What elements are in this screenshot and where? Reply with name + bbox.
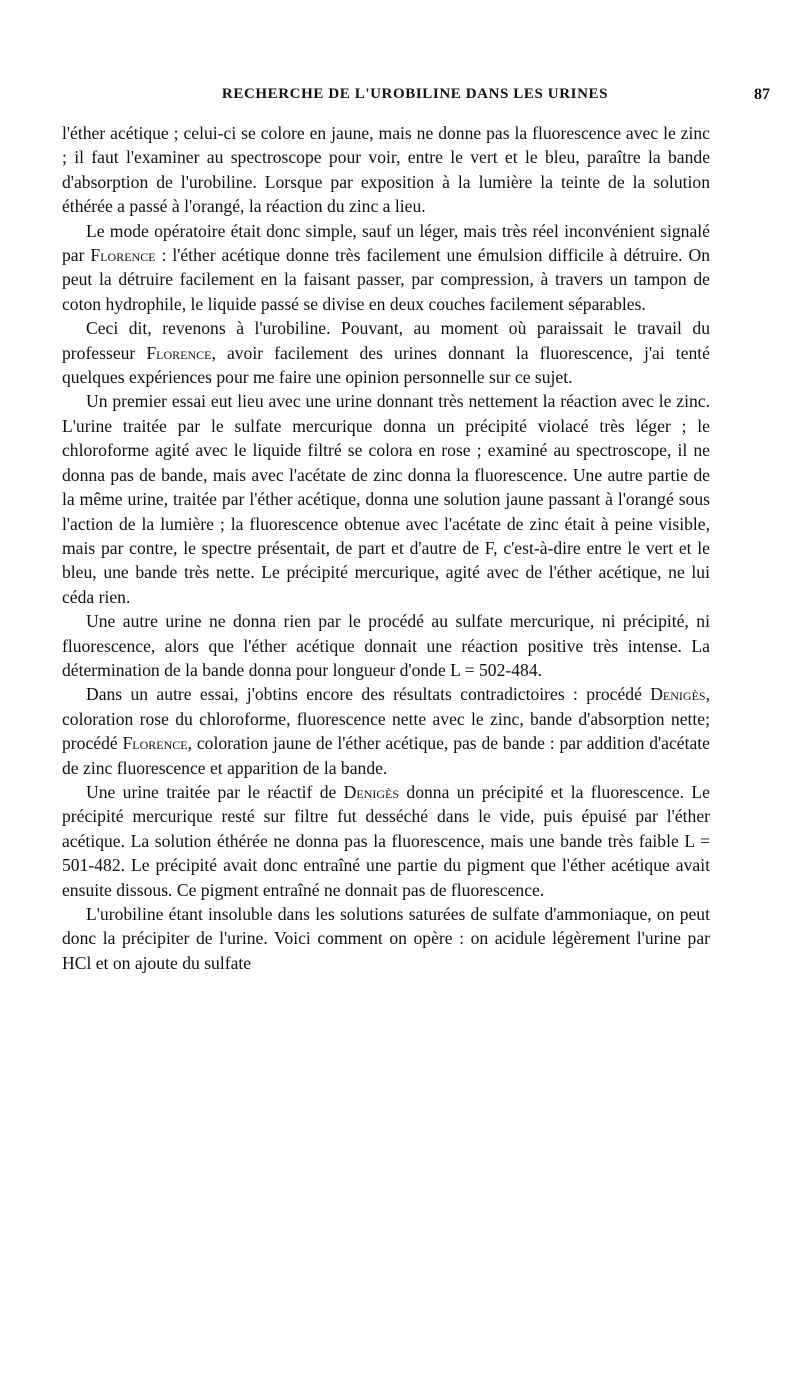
text-segment: Un premier essai eut lieu avec une urine donnant très nettement la réaction avec le zinc. L'urine traitée par le sulfate mercurique donna un précipité violacé très léger ; le chloroforme agité avec le liquide filtré se colora en rose ; examiné au spectroscope, il ne donna pas de bande, mais avec l'acétate de zinc donna la fluorescence. Une autre partie de la même urine, traitée par l'éther acétique, donna une solution jaune passant à l'orangé sous l'action de la lumière ; la fluorescence obtenue avec l'acétate de zinc était à peine visible, mais par contre, le spectre présentait, de part et d'autre de F, c'est-à-dire entre le vert et le bleu, une bande très nette. Le précipité mercurique, agité avec de l'éther acétique, ne lui céda rien. [62,391,710,607]
paragraph [62,902,710,975]
text-segment: Une autre urine ne donna rien par le procédé au sulfate mercurique, ni précipité, ni fluorescence, alors que l'éther acétique donnait une réaction positive très intense. La détermination de la bande donna pour longueur d'onde L = 502-484. [62,611,710,680]
text-segment: Le mode opératoire était donc simple, sauf un léger, mais très réel inconvénient signalé par [62,220,710,266]
paragraph [62,316,710,389]
body-text [62,121,710,975]
paragraph [62,121,710,219]
text-segment: donna un précipité et la fluorescence. Le précipité mercurique resté sur filtre fut desséché dans le vide, puis épuisé par l'éther acétique. La solution éthérée ne donna pas la fluorescence, mais une bande très faible L = 501-482. Le précipité avait donc entraîné une partie du pigment que l'éther acétique avait ensuite dissous. Ce pigment entraîné ne donnait pas de fluorescence. [62,781,710,900]
paragraph [62,682,710,780]
author-name: Florence [90,245,156,266]
text-segment: , coloration jaune de l'éther acétique, pas de bande : par addition d'acétate de zinc fluorescence et apparition de la bande. [62,733,710,778]
running-head [60,86,770,108]
author-name: Florence [146,342,212,363]
running-title: RECHERCHE DE L'UROBILINE DANS LES URINES [221,86,609,102]
text-segment: Dans un autre essai, j'obtins encore des résultats contradictoires : procédé [86,684,651,705]
paragraph [62,780,710,902]
paragraph [62,219,710,317]
text-segment: Ceci dit, revenons à l'urobiline. Pouvant, au moment où paraissait le travail du professeur [62,318,710,363]
text-segment: : l'éther acétique donne très facilement une émulsion difficile à détruire. On peut la détruire facilement en la faisant passer, par compression, à travers un tampon de coton hydrophile, le liquide passé se divise en deux couches facilement séparables. [62,245,710,314]
text-segment: L'urobiline étant insoluble dans les solutions saturées de sulfate d'ammoniaque, on peut donc la précipiter de l'urine. Voici comment on opère : on acidule légèrement l'urine par HCl et on ajoute du sulfate [62,904,710,973]
author-name: Florence [122,733,188,754]
author-name: Denigès [343,781,400,802]
text-segment: Une urine traitée par le réactif de [86,781,344,802]
paragraph [62,609,710,682]
author-name: Denigès [650,684,706,705]
page-number: 87 [754,86,770,103]
text-segment: , coloration rose du chloroforme, fluorescence nette avec le zinc, bande d'absorption nette; procédé [62,684,710,754]
paragraph [62,389,710,609]
text-segment: , avoir facilement des urines donnant la fluorescence, j'ai tenté quelques expériences pour me faire une opinion personnelle sur ce sujet. [62,342,710,388]
text-segment: l'éther acétique ; celui-ci se colore en jaune, mais ne donne pas la fluorescence avec le zinc ; il faut l'examiner au spectroscope pour voir, entre le vert et le bleu, paraître la bande d'absorption de l'urobiline. Lorsque par exposition à la lumière la teinte de la solution éthérée a passé à l'orangé, la réaction du zinc a lieu. [62,123,710,217]
